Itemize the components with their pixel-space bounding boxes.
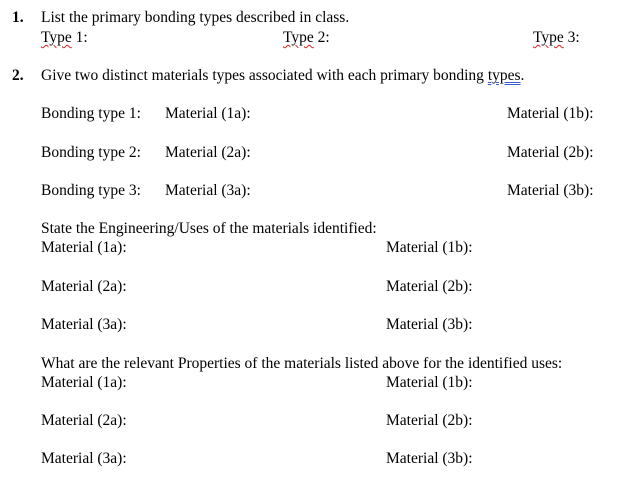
question-2-prompt-flagged-word: types (487, 67, 521, 84)
bonding-material-2a: Material (2a): (165, 144, 251, 161)
properties-material-2a: Material (2a): (41, 412, 127, 429)
type-3-suffix: 3: (563, 29, 580, 46)
bonding-type-2-label: Bonding type 2: (41, 144, 141, 161)
bonding-material-1a: Material (1a): (165, 105, 251, 122)
type-2-suffix: 2: (313, 29, 330, 46)
type-1-word: Type (41, 29, 72, 46)
question-2-prompt-main: Give two distinct materials types associated with each primary bonding (41, 67, 488, 84)
uses-material-2a: Material (2a): (41, 278, 127, 295)
bonding-type-3-label: Bonding type 3: (41, 182, 141, 199)
properties-prompt: What are the relevant Properties of the materials listed above for the identified uses: (41, 355, 563, 372)
uses-prompt: State the Engineering/Uses of the materials identified: (41, 220, 377, 237)
properties-material-2b: Material (2b): (386, 412, 473, 429)
type-2-word: Type (283, 29, 314, 46)
question-2-prompt (41, 68, 524, 84)
bonding-material-2b: Material (2b): (507, 144, 594, 161)
uses-material-1b: Material (1b): (386, 239, 473, 256)
bonding-material-3b: Material (3b): (507, 182, 594, 199)
properties-material-3a: Material (3a): (41, 450, 127, 467)
type-2-label (283, 30, 330, 46)
properties-material-1a: Material (1a): (41, 374, 127, 391)
uses-material-3b: Material (3b): (386, 316, 473, 333)
uses-material-3a: Material (3a): (41, 316, 127, 333)
question-1-number: 1. (12, 9, 24, 26)
uses-material-1a: Material (1a): (41, 239, 127, 256)
properties-material-1b: Material (1b): (386, 374, 473, 391)
type-1-label (41, 30, 88, 46)
question-2-number: 2. (12, 67, 24, 84)
bonding-material-3a: Material (3a): (165, 182, 251, 199)
properties-material-3b: Material (3b): (386, 450, 473, 467)
question-1-prompt: List the primary bonding types described in class. (41, 9, 350, 26)
question-2-prompt-end: . (520, 67, 525, 84)
type-3-word: Type (533, 29, 564, 46)
uses-material-2b: Material (2b): (386, 278, 473, 295)
bonding-type-1-label: Bonding type 1: (41, 105, 141, 122)
type-3-label (533, 30, 580, 46)
bonding-material-1b: Material (1b): (507, 105, 594, 122)
type-1-suffix: 1: (71, 29, 88, 46)
